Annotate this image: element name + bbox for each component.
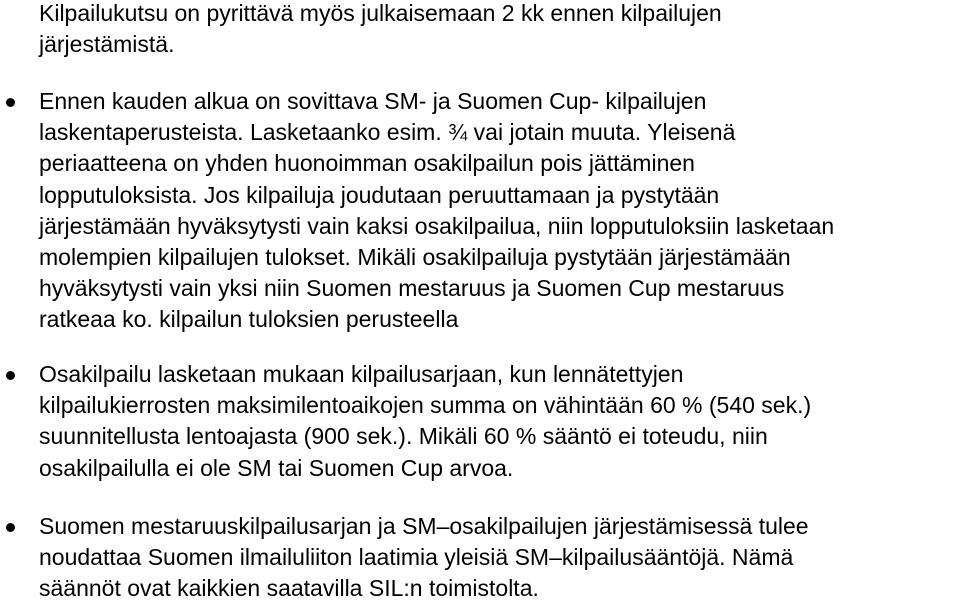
- text-line: osakilpailulla ei ole SM tai Suomen Cup arvoa.: [39, 454, 514, 481]
- text-line: molempien kilpailujen tulokset. Mikäli osakilpailuja pystytään järjestämään: [39, 243, 791, 270]
- text-line: Kilpailukutsu on pyrittävä myös julkaisemaan 2 kk ennen kilpailujen: [39, 0, 722, 26]
- text-line: järjestämistä.: [39, 31, 175, 58]
- bullet-paragraph-calculation-rules: [39, 86, 960, 336]
- text-line: periaatteena on yhden huonoimman osakilpailun pois jättäminen: [39, 150, 695, 177]
- text-line: Osakilpailu lasketaan mukaan kilpailusarjaan, kun lennätettyjen: [39, 361, 684, 387]
- text-line: Suomen mestaruuskilpailusarjan ja SM–osakilpailujen järjestämisessä tulee: [39, 513, 809, 539]
- bullet-icon: [6, 523, 15, 532]
- text-line: noudattaa Suomen ilmailuliiton laatimia yleisiä SM–kilpailusääntöjä. Nämä: [39, 544, 794, 571]
- text-line: ratkeaa ko. kilpailun tuloksien perusteella: [39, 306, 459, 333]
- text-line: suunnitellusta lentoajasta (900 sek.). Mikäli 60 % sääntö ei toteudu, niin: [39, 423, 768, 450]
- text-line: säännöt ovat kaikkien saatavilla SIL:n toimistolta.: [39, 575, 539, 602]
- paragraph-intro: [39, 0, 960, 60]
- bullet-icon: [6, 98, 15, 107]
- text-line: hyväksytysti vain yksi niin Suomen mestaruus ja Suomen Cup mestaruus: [39, 275, 785, 302]
- text-line: järjestämään hyväksytysti vain kaksi osakilpailua, niin lopputuloksiin lasketaan: [39, 212, 835, 239]
- text-line: lopputuloksista. Jos kilpailuja joudutaan peruuttamaan ja pystytään: [39, 181, 720, 208]
- text-line: laskentaperusteista. Lasketaanko esim. ¾ vai jotain muuta. Yleisenä: [39, 119, 736, 146]
- text-line: kilpailukierrosten maksimilentoaikojen summa on vähintään 60 % (540 sek.): [39, 392, 812, 419]
- bullet-icon: [6, 371, 15, 380]
- bullet-paragraph-sub-competition-validity: [39, 359, 960, 484]
- bullet-paragraph-general-rules: [39, 511, 960, 605]
- text-line: Ennen kauden alkua on sovittava SM- ja Suomen Cup- kilpailujen: [39, 88, 707, 114]
